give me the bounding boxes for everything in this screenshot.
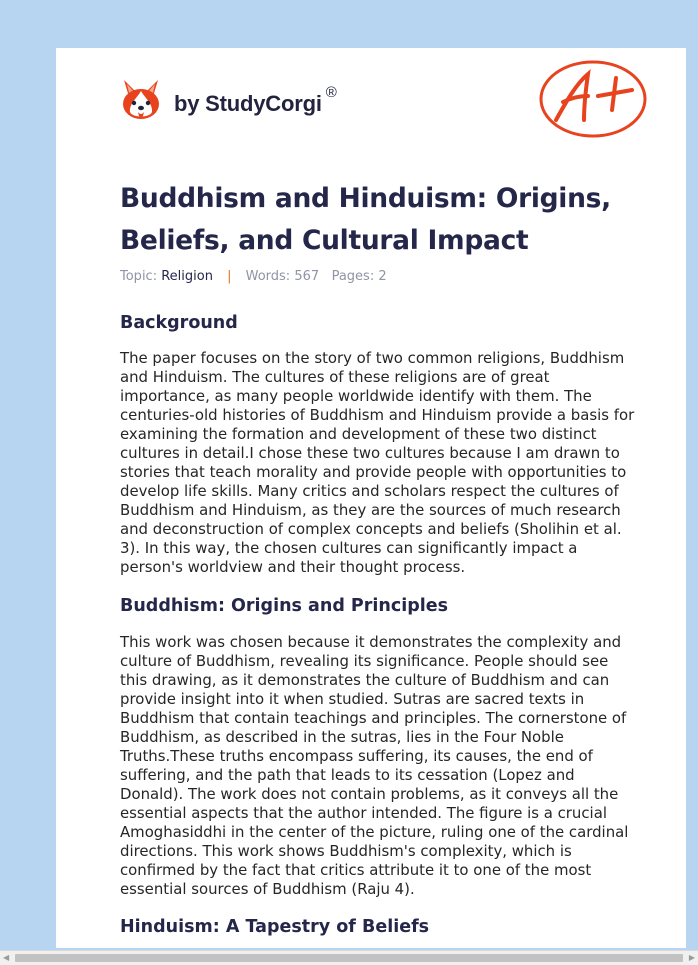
- pages-count: 2: [378, 269, 387, 284]
- a-plus-grade-icon: [538, 58, 648, 140]
- scroll-left-arrow-icon[interactable]: ◀: [3, 953, 10, 962]
- document-page: [56, 48, 686, 948]
- meta-separator: |: [227, 269, 232, 284]
- section-heading-hinduism: Hinduism: A Tapestry of Beliefs: [120, 917, 430, 937]
- topic-label: Topic:: [120, 269, 158, 284]
- scrollbar-thumb[interactable]: [15, 954, 683, 962]
- scroll-right-arrow-icon[interactable]: ▶: [688, 953, 695, 962]
- corgi-logo-icon: [120, 76, 162, 122]
- words-label: Words:: [245, 269, 291, 284]
- section-body-buddhism: This work was chosen because it demonstrates the complexity and culture of Buddhism, revealing its significance. People should see this drawing, as it demonstrates the culture of Buddhism and can provide insight into it when studied. Sutras are sacred texts in Buddhism that contain teachings and principles. The cornerstone of Buddhism, as described in the sutras, lies in the Four Noble Truths.These truths encompass suffering, its causes, the end of suffering, and the path that leads to its cessation (Lopez and Donald). The work does not contain problems, as it conveys all the essential aspects that the author intended. The figure is a crucial Amoghasiddhi in the center of the picture, ruling one of the cardinal directions. This work shows Buddhism's complexity, which is confirmed by the fact that critics attribute it to one of the most essential sources of Buddhism (Raju 4).: [120, 633, 629, 898]
- brand-header[interactable]: [120, 76, 337, 122]
- document-meta: [120, 269, 387, 284]
- pages-label: Pages:: [331, 269, 375, 284]
- section-heading-buddhism: Buddhism: Origins and Principles: [120, 596, 449, 616]
- section-body-background: The paper focuses on the story of two common religions, Buddhism and Hinduism. The cultures of these religions are of great importance, as many people worldwide identify with them. The centuries-old histories of Buddhism and Hinduism provide a basis for examining the formation and development of these two distinct cultures in detail.I chose these two cultures because I am drawn to stories that teach morality and provide people with opportunities to develop life skills. Many critics and scholars respect the cultures of Buddhism and Hinduism, as they are the sources of much research and deconstruction of complex concepts and beliefs (Sholihin et al. 3). In this way, the chosen cultures can significantly impact a person's worldview and their thought process.: [120, 349, 635, 576]
- registered-mark: ®: [325, 83, 337, 101]
- horizontal-scrollbar[interactable]: [0, 950, 698, 965]
- brand-name: by StudyCorgi: [174, 91, 322, 116]
- words-count: 567: [294, 269, 320, 284]
- document-title: Buddhism and Hinduism: Origins, Beliefs, and Cultural Impact: [120, 183, 611, 256]
- section-heading-background: Background: [120, 313, 238, 333]
- topic-link[interactable]: Religion: [161, 269, 213, 284]
